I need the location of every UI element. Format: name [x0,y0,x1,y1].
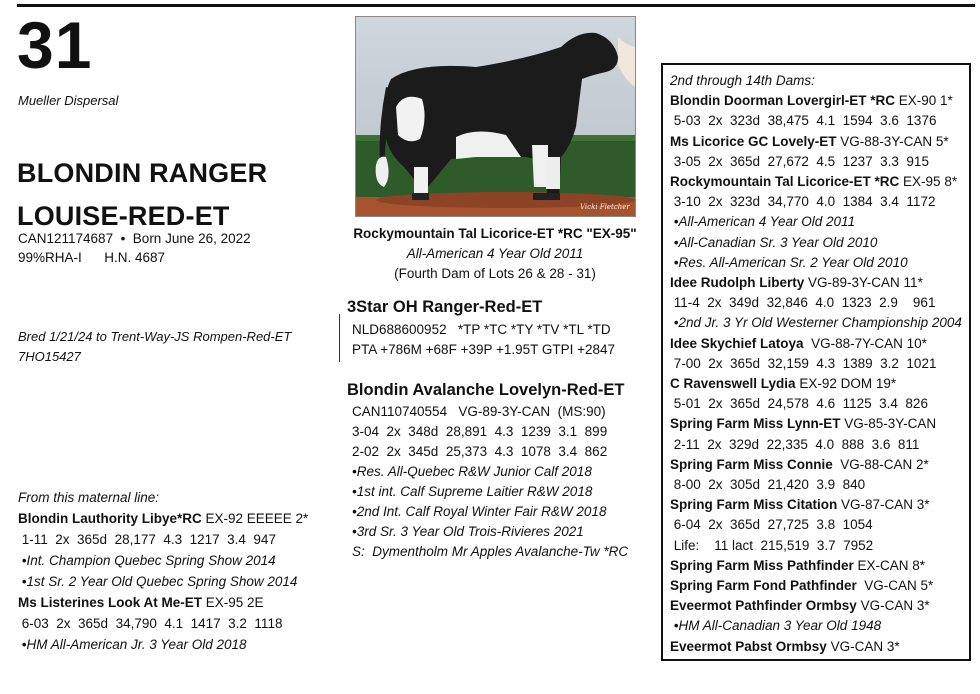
dam-row [670,475,962,495]
animal-name-bold: Blondin Doorman Lovergirl-ET *RC [670,93,896,109]
animal-name-bold: Spring Farm Fond Pathfinder [670,578,857,594]
dam-row [670,111,962,131]
photo-caption [340,224,650,284]
dam-row [670,394,962,414]
dam-record-line: CAN110740554 VG-89-3Y-CAN (MS:90) [352,404,606,419]
record-text: VG-88-CAN 2* [832,456,929,472]
sire-reg-line: NLD688600952 *TP *TC *TY *TV *TL *TD [352,322,611,337]
dam-record-line: 2-02 2x 345d 25,373 4.3 1078 3.4 862 [352,444,608,459]
record-text: 5-03 2x 323d 38,475 4.1 1594 3.6 1376 [670,113,937,129]
record-text: •HM All-American Jr. 3 Year Old 2018 [18,637,247,652]
dam-record-line: S: Dymentholm Mr Apples Avalanche-Tw *RC [352,544,629,559]
animal-name [17,152,267,238]
record-text: •Res. All-American Sr. 2 Year Old 2010 [670,254,908,270]
maternal-line-row [18,634,308,655]
animal-name-bold: Ms Licorice GC Lovely-ET [670,133,837,149]
maternal-line-list [18,508,308,655]
animal-name-bold: Spring Farm Miss Connie [670,456,833,472]
dam-row [670,212,962,232]
animal-name-bold: C Ravenswell Lydia [670,376,796,392]
animal-name-bold: Rockymountain Tal Licorice-ET *RC [670,174,900,190]
dam-record-line: •1st int. Calf Supreme Laitier R&W 2018 [352,484,593,499]
dam-row [670,435,962,455]
maternal-line-row [18,529,308,550]
maternal-line-row [18,508,308,529]
photo-signature: Vicki Fletcher [580,203,630,211]
dams-box-content [670,71,962,657]
dam-row [670,414,962,434]
record-text: VG-88-7Y-CAN 10* [803,335,927,351]
registration-line: CAN121174687 • Born June 26, 2022 [18,231,251,246]
maternal-line-title: From this maternal line: [18,490,160,505]
record-text: •1st Sr. 2 Year Old Quebec Spring Show 2014 [18,574,298,589]
dam-record-line: •2nd Int. Calf Royal Winter Fair R&W 2018 [352,504,607,519]
record-text: VG-CAN 3* [826,638,900,654]
pedigree-bracket [339,314,340,362]
record-text: •All-Canadian Sr. 3 Year Old 2010 [670,234,878,250]
dam-row [670,192,962,212]
cow-photo-image [356,17,635,216]
breeding-info [18,327,291,367]
dam-row [670,354,962,374]
dam-record-line: 3-04 2x 348d 28,891 4.3 1239 3.1 899 [352,424,608,439]
dam-row [670,536,962,556]
record-text: •2nd Jr. 3 Yr Old Westerner Championship 2004 [670,315,962,331]
animal-name-bold: Blondin Lauthority Libye*RC [18,511,202,526]
maternal-line-row [18,571,308,592]
record-text: 11-4 2x 349d 32,846 4.0 1323 2.9 961 [670,295,936,311]
dam-row [670,495,962,515]
animal-name-bold: Idee Rudolph Liberty [670,275,805,291]
record-text: EX-90 1* [895,93,953,109]
maternal-line-row [18,613,308,634]
dam-row [670,132,962,152]
record-text: VG-87-CAN 3* [837,497,930,513]
dam-row [670,172,962,192]
animal-name-line2: LOUISE-RED-ET [17,201,230,231]
record-text: VG-CAN 3* [856,598,930,614]
bred-to-line: Bred 1/21/24 to Trent-Way-JS Rompen-Red-ET [18,329,292,344]
record-text: 8-00 2x 305d 21,420 3.9 840 [670,477,866,493]
animal-name-bold: Eveermot Pathfinder Ormbsy [670,598,857,614]
record-text: Life: 11 lact 215,519 3.7 7952 [670,537,874,553]
record-text: 7-00 2x 365d 32,159 4.3 1389 3.2 1021 [670,355,937,371]
record-text: 5-01 2x 365d 24,578 4.6 1125 3.4 826 [670,396,928,412]
maternal-line-row [18,550,308,571]
sire-name: 3Star OH Ranger-Red-ET [347,298,543,316]
record-text: 6-04 2x 365d 27,725 3.8 1054 [670,517,873,533]
record-text: 3-10 2x 323d 34,770 4.0 1384 3.4 1172 [670,194,936,210]
record-text: EX-CAN 8* [853,557,926,573]
animal-name-bold: Spring Farm Miss Lynn-ET [670,416,841,432]
sire-pta-line: PTA +786M +68F +39P +1.95T GTPI +2847 [352,342,616,357]
record-text: 1-11 2x 365d 28,177 4.3 1217 3.4 947 [18,532,276,547]
record-text: EX-92 DOM 19* [795,376,897,392]
dam-row [670,596,962,616]
animal-name-bold: Eveermot Pabst Ormbsy [670,638,827,654]
dams-list [670,91,962,657]
dam-name: Blondin Avalanche Lovelyn-Red-ET [347,381,625,399]
dam-record-line: •Res. All-Quebec R&W Junior Calf 2018 [352,464,592,479]
dam-row [670,233,962,253]
dam-info [352,402,628,562]
record-text: •Int. Champion Quebec Spring Show 2014 [18,553,276,568]
cow-photo [355,16,636,217]
animal-name-bold: Idee Skychief Latoya [670,335,804,351]
record-text: 2-11 2x 329d 22,335 4.0 888 3.6 811 [670,436,920,452]
dam-row [670,313,962,333]
dam-row [670,253,962,273]
animal-name-line1: BLONDIN RANGER [17,158,268,188]
dam-record-line: •3rd Sr. 3 Year Old Trois-Rivieres 2021 [352,524,584,539]
bred-naab-code: 7HO15427 [18,349,81,364]
record-text: 3-05 2x 365d 27,672 4.5 1237 3.3 915 [670,153,929,169]
record-text: VG-88-3Y-CAN 5* [836,133,949,149]
record-text: 6-03 2x 365d 34,790 4.1 1417 3.2 1118 [18,616,283,631]
sire-info [352,320,615,360]
dam-row [670,515,962,535]
photo-caption-title: Rockymountain Tal Licorice-ET *RC "EX-95" [353,226,637,241]
maternal-line-row [18,592,308,613]
dam-row [670,152,962,172]
animal-name-bold: Spring Farm Miss Citation [670,497,838,513]
record-text: EX-95 8* [899,174,958,190]
dam-row [670,91,962,111]
dam-row [670,374,962,394]
registration-info [18,229,251,267]
top-rule [17,4,975,7]
record-text: •All-American 4 Year Old 2011 [670,214,856,230]
record-text: •HM All-Canadian 3 Year Old 1948 [670,618,882,634]
dam-row [670,637,962,657]
record-text: EX-92 EEEEE 2* [201,511,309,526]
photo-caption-award: All-American 4 Year Old 2011 [406,246,584,261]
record-text: VG-89-3Y-CAN 11* [804,275,923,291]
dam-row [670,556,962,576]
dam-row [670,576,962,596]
dam-row [670,455,962,475]
consignor-name: Mueller Dispersal [18,93,119,108]
photo-caption-note: (Fourth Dam of Lots 26 & 28 - 31) [394,266,596,281]
record-text: VG-85-3Y-CAN [840,416,937,432]
rha-hn-line: 99%RHA-I H.N. 4687 [18,250,166,265]
animal-name-bold: Ms Listerines Look At Me-ET [18,595,203,610]
lot-number: 31 [17,8,93,82]
record-text: VG-CAN 5* [856,578,934,594]
dam-row [670,273,962,293]
dams-box-title: 2nd through 14th Dams: [670,73,815,88]
animal-name-bold: Spring Farm Miss Pathfinder [670,557,854,573]
dam-row [670,616,962,636]
dam-row [670,293,962,313]
dam-row [670,334,962,354]
record-text: EX-95 2E [202,595,264,610]
